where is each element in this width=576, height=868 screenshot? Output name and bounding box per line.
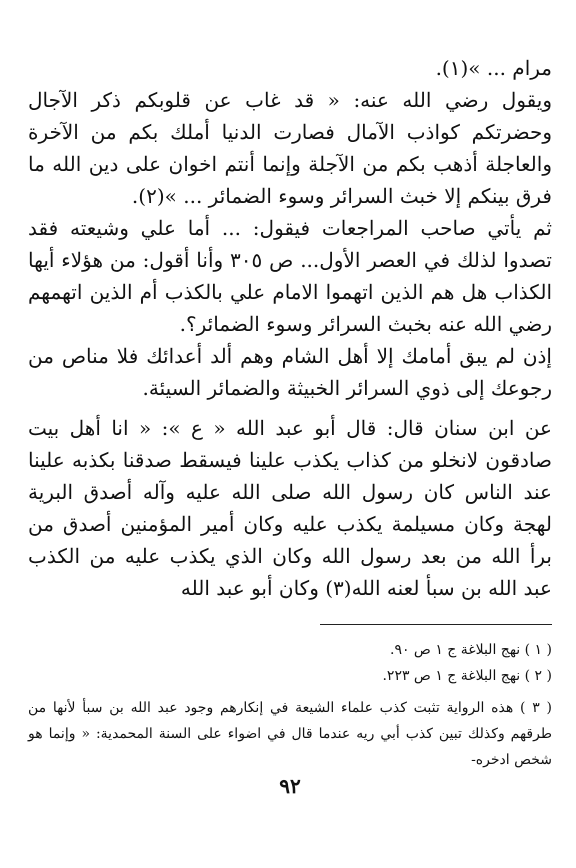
footnote-divider [320, 624, 552, 625]
book-page [28, 52, 552, 868]
page-number: ٩٢ [279, 774, 301, 798]
paragraph-ibn-sinan-narration: عن ابن سنان قال: قال أبو عبد الله « ع »: « انا أهل بيت صادقون لانخلو من كذاب يكذب علينا فيسقط صدقنا بكذبه علينا عند الناس كان رسول الله صلى الله عليه وآله أصدق البرية لهجة وكان مسيلمة يكذب عليه وكان أمير المؤمنين أصدق من برأ الله من بعد رسول الله وكان الذي يكذب عليه من الكذب عبد الله بن سبأ لعنه الله(٣) وكان أبو عبد الله [28, 416, 552, 600]
footnote-1: ( ١ ) نهج البلاغة ج ١ ص ٩٠. [389, 642, 552, 658]
footnote-2: ( ٢ ) نهج البلاغة ج ١ ص ٢٢٣. [382, 668, 552, 684]
paragraph-nahj-quote: ويقول رضي الله عنه: « قد غاب عن قلوبكم ذكر الآجال وحضرتكم كواذب الآمال فصارت الدنيا أملك بكم من الآخرة والعاجلة أذهب بكم من الآجلة وإنما أنتم اخوان على دين الله ما فرق بينكم إلا خبث السرائر وسوء الضمائر ... »(٢). [28, 88, 552, 208]
footnote-3: ( ٣ ) هذه الرواية تثبت كذب علماء الشيعة في إنكارهم وجود عبد الله بن سبأ لأنها من طرقهم وكذلك تبين كذب أبي ريه عندما قال في اضواء على السنة المحمدية: « وإنما هو شخص ادخره- [28, 700, 553, 768]
paragraph-muraja-at: ثم يأتي صاحب المراجعات فيقول: ... أما علي وشيعته فقد تصدوا لذلك في العصر الأول... ص ٣٠٥ وأنا أقول: من هؤلاء أيها الكذاب هل هم الذين اتهموا الامام علي بالكذب أم الذين اتهمهم رضي الله عنه بخبث السرائر وسوء الضمائر؟. [28, 216, 552, 336]
body-text [28, 52, 552, 604]
footnotes [28, 637, 552, 773]
paragraph-quote-end: مرام ... »(١). [435, 56, 552, 80]
paragraph-ahl-al-sham: إذن لم يبق أمامك إلا أهل الشام وهم ألد أعدائك فلا مناص من رجوعك إلى ذوي السرائر الخبيثة والضمائر السيئة. [28, 344, 552, 400]
